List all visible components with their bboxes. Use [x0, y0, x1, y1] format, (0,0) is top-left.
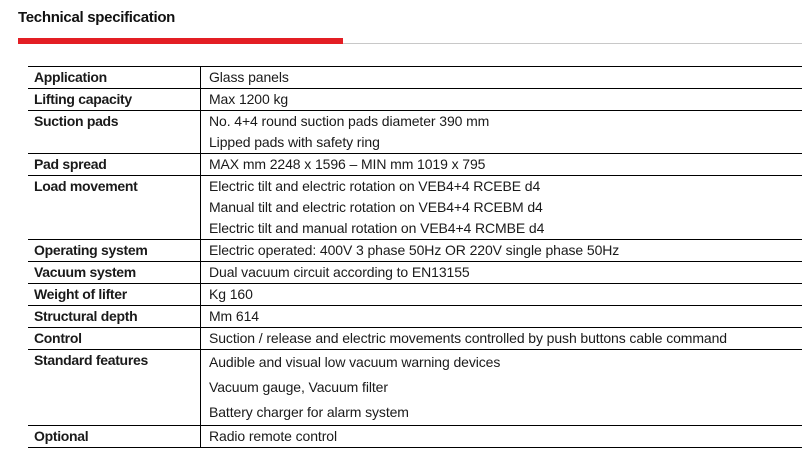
row-value: Electric tilt and electric rotation on VEB4+4 RCEBE d4 — [209, 178, 541, 194]
table-row — [28, 306, 802, 328]
row-value: Battery charger for alarm system — [209, 404, 409, 420]
table-row — [28, 154, 802, 176]
row-value: No. 4+4 round suction pads diameter 390 mm — [209, 113, 490, 129]
row-label: Standard features — [34, 352, 148, 368]
row-value: Electric tilt and manual rotation on VEB4+4 RCMBE d4 — [209, 220, 545, 236]
row-value: MAX mm 2248 x 1596 – MIN mm 1019 x 795 — [209, 156, 486, 172]
row-value: Radio remote control — [209, 428, 337, 444]
table-row — [28, 426, 802, 448]
title-accent-bar — [18, 38, 343, 44]
page-title: Technical specification — [18, 9, 176, 26]
row-value: Kg 160 — [209, 286, 253, 302]
row-value: Electric operated: 400V 3 phase 50Hz OR 220V single phase 50Hz — [209, 242, 620, 258]
row-value: Manual tilt and electric rotation on VEB4+4 RCEBM d4 — [209, 199, 543, 215]
table-row — [28, 240, 802, 262]
table-row — [28, 284, 802, 306]
row-label: Structural depth — [34, 308, 138, 324]
row-label: Suction pads — [34, 113, 119, 129]
row-label: Operating system — [34, 242, 148, 258]
row-value: Glass panels — [209, 69, 289, 85]
row-label: Lifting capacity — [34, 91, 132, 107]
row-label: Pad spread — [34, 156, 107, 172]
row-label: Load movement — [34, 178, 138, 194]
table-row — [28, 111, 802, 154]
row-label: Control — [34, 330, 82, 346]
table-row — [28, 350, 802, 426]
row-value: Suction / release and electric movements controlled by push buttons cable command — [209, 330, 727, 346]
row-value: Mm 614 — [209, 308, 259, 324]
row-label: Optional — [34, 428, 89, 444]
table-row — [28, 328, 802, 350]
row-label: Application — [34, 69, 107, 85]
row-label: Weight of lifter — [34, 286, 127, 302]
table-row — [28, 89, 802, 111]
row-label: Vacuum system — [34, 264, 136, 280]
row-value: Audible and visual low vacuum warning devices — [209, 354, 501, 370]
table-row — [28, 176, 802, 240]
row-value: Max 1200 kg — [209, 91, 289, 107]
row-value: Vacuum gauge, Vacuum filter — [209, 379, 388, 395]
row-value: Dual vacuum circuit according to EN13155 — [209, 264, 470, 280]
title-divider-line — [343, 43, 802, 44]
table-row — [28, 67, 802, 89]
table-row — [28, 262, 802, 284]
specification-table — [28, 66, 802, 448]
row-value: Lipped pads with safety ring — [209, 134, 380, 150]
